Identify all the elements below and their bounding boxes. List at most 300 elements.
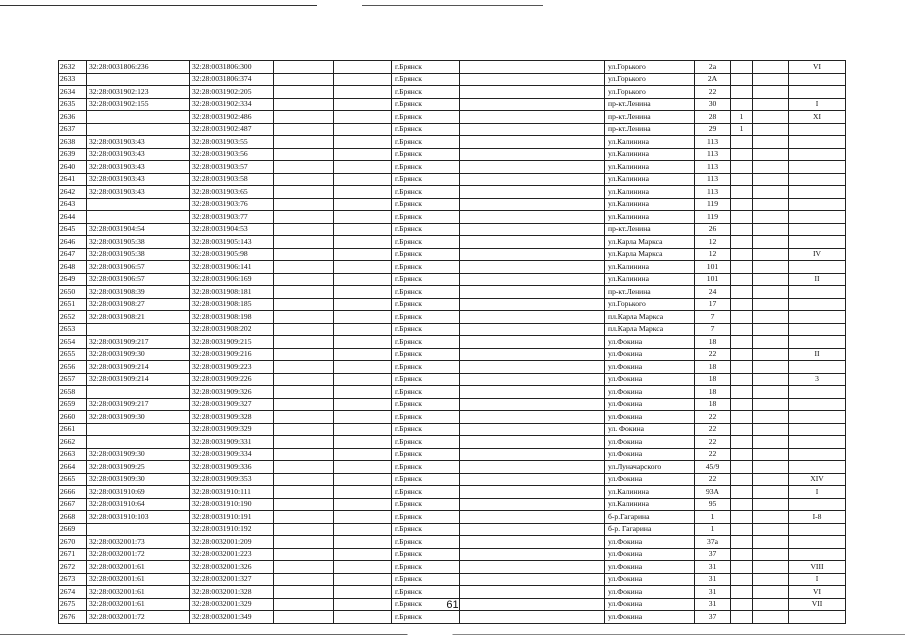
cell-empty bbox=[460, 136, 605, 149]
cell-empty bbox=[460, 273, 605, 286]
cell-empty bbox=[753, 298, 789, 311]
cell-roman bbox=[789, 523, 846, 536]
cell-roman: I-8 bbox=[789, 511, 846, 524]
cell-cad2: 32:28:0031902:334 bbox=[190, 98, 274, 111]
cell-empty bbox=[753, 148, 789, 161]
cell-num: 2643 bbox=[59, 198, 87, 211]
cell-house: 7 bbox=[695, 323, 731, 336]
cell-cad2: 32:28:0031909:326 bbox=[190, 386, 274, 399]
cell-roman bbox=[789, 148, 846, 161]
cell-empty bbox=[753, 98, 789, 111]
cell-flat bbox=[731, 186, 753, 199]
cell-empty bbox=[460, 498, 605, 511]
cell-empty bbox=[753, 373, 789, 386]
cell-roman: XI bbox=[789, 111, 846, 124]
table-row bbox=[59, 336, 846, 349]
cell-empty bbox=[274, 336, 334, 349]
cell-num: 2665 bbox=[59, 473, 87, 486]
cell-empty bbox=[753, 198, 789, 211]
cell-roman bbox=[789, 323, 846, 336]
cell-empty bbox=[460, 261, 605, 274]
cell-roman bbox=[789, 223, 846, 236]
cell-street: ул.Фокина bbox=[605, 336, 695, 349]
cell-empty bbox=[334, 123, 392, 136]
cell-flat bbox=[731, 361, 753, 374]
cell-city: г.Брянск bbox=[392, 498, 460, 511]
cell-house: 22 bbox=[695, 473, 731, 486]
cell-cad1: 32:28:0031910:64 bbox=[87, 498, 190, 511]
cell-cad2: 32:28:0031908:185 bbox=[190, 298, 274, 311]
cell-empty bbox=[274, 248, 334, 261]
cell-empty bbox=[460, 386, 605, 399]
cell-cad2: 32:28:0031903:77 bbox=[190, 211, 274, 224]
cell-roman bbox=[789, 423, 846, 436]
cell-empty bbox=[460, 323, 605, 336]
cell-house: 31 bbox=[695, 573, 731, 586]
cell-flat bbox=[731, 261, 753, 274]
cell-empty bbox=[460, 486, 605, 499]
cell-empty bbox=[753, 86, 789, 99]
cell-cad1 bbox=[87, 323, 190, 336]
table-row bbox=[59, 186, 846, 199]
cell-street: ул.Фокина bbox=[605, 548, 695, 561]
cell-house: 113 bbox=[695, 136, 731, 149]
cell-empty bbox=[274, 223, 334, 236]
cell-house: 18 bbox=[695, 386, 731, 399]
cell-empty bbox=[274, 373, 334, 386]
cell-flat bbox=[731, 548, 753, 561]
cell-empty bbox=[274, 186, 334, 199]
cell-cad1 bbox=[87, 423, 190, 436]
cell-house: 12 bbox=[695, 248, 731, 261]
cell-house: 45/9 bbox=[695, 461, 731, 474]
cell-cad1: 32:28:0032001:61 bbox=[87, 586, 190, 599]
cell-street: ул.Фокина bbox=[605, 348, 695, 361]
cell-empty bbox=[274, 423, 334, 436]
cell-cad2: 32:28:0031909:223 bbox=[190, 361, 274, 374]
cell-empty bbox=[334, 423, 392, 436]
cell-street: ул.Фокина bbox=[605, 361, 695, 374]
cell-cad1: 32:28:0031909:214 bbox=[87, 361, 190, 374]
cell-num: 2676 bbox=[59, 611, 87, 624]
cell-num: 2637 bbox=[59, 123, 87, 136]
cell-cad2: 32:28:0031903:76 bbox=[190, 198, 274, 211]
cell-num: 2640 bbox=[59, 161, 87, 174]
cell-empty bbox=[274, 448, 334, 461]
cell-house: 26 bbox=[695, 223, 731, 236]
cell-city: г.Брянск bbox=[392, 386, 460, 399]
cell-street: ул.Фокина bbox=[605, 561, 695, 574]
cell-house: 22 bbox=[695, 411, 731, 424]
table-row bbox=[59, 348, 846, 361]
cell-street: ул.Горького bbox=[605, 61, 695, 74]
cell-cad2: 32:28:0032001:223 bbox=[190, 548, 274, 561]
cell-num: 2659 bbox=[59, 398, 87, 411]
cell-city: г.Брянск bbox=[392, 148, 460, 161]
cell-cad1: 32:28:0032001:73 bbox=[87, 536, 190, 549]
cell-empty bbox=[753, 398, 789, 411]
cell-empty bbox=[274, 473, 334, 486]
cell-empty bbox=[334, 348, 392, 361]
cell-num: 2658 bbox=[59, 386, 87, 399]
cell-empty bbox=[334, 411, 392, 424]
cell-cad2: 32:28:0031909:336 bbox=[190, 461, 274, 474]
cell-roman bbox=[789, 386, 846, 399]
cell-empty bbox=[460, 248, 605, 261]
cell-roman bbox=[789, 361, 846, 374]
table-row bbox=[59, 423, 846, 436]
table-row bbox=[59, 411, 846, 424]
page-number: 61 bbox=[446, 599, 459, 611]
cell-street: ул.Карла Маркса bbox=[605, 248, 695, 261]
cell-roman bbox=[789, 186, 846, 199]
cell-flat bbox=[731, 461, 753, 474]
table-row bbox=[59, 511, 846, 524]
cell-empty bbox=[460, 536, 605, 549]
table-row bbox=[59, 486, 846, 499]
cell-city: г.Брянск bbox=[392, 248, 460, 261]
table-row bbox=[59, 86, 846, 99]
cell-empty bbox=[274, 498, 334, 511]
cell-empty bbox=[274, 311, 334, 324]
cell-house: 31 bbox=[695, 561, 731, 574]
cell-cad1: 32:28:0031806:236 bbox=[87, 61, 190, 74]
cell-street: ул.Фокина bbox=[605, 386, 695, 399]
cell-city: г.Брянск bbox=[392, 273, 460, 286]
cell-roman bbox=[789, 298, 846, 311]
cell-cad1: 32:28:0031905:38 bbox=[87, 236, 190, 249]
cell-roman: I bbox=[789, 573, 846, 586]
cell-city: г.Брянск bbox=[392, 573, 460, 586]
cell-flat bbox=[731, 473, 753, 486]
cell-empty bbox=[274, 273, 334, 286]
cell-empty bbox=[753, 323, 789, 336]
cell-empty bbox=[753, 223, 789, 236]
table-row bbox=[59, 173, 846, 186]
cell-house: 22 bbox=[695, 423, 731, 436]
cell-house: 18 bbox=[695, 361, 731, 374]
cell-flat bbox=[731, 586, 753, 599]
cell-cad2: 32:28:0031806:300 bbox=[190, 61, 274, 74]
cell-cad1 bbox=[87, 436, 190, 449]
cell-empty bbox=[274, 286, 334, 299]
cell-empty bbox=[334, 261, 392, 274]
cell-cad2: 32:28:0032001:326 bbox=[190, 561, 274, 574]
cell-house: 22 bbox=[695, 348, 731, 361]
cell-cad2: 32:28:0031909:216 bbox=[190, 348, 274, 361]
cell-flat bbox=[731, 73, 753, 86]
cell-empty bbox=[460, 361, 605, 374]
cell-empty bbox=[274, 261, 334, 274]
cell-flat bbox=[731, 398, 753, 411]
cell-empty bbox=[753, 236, 789, 249]
cell-roman bbox=[789, 548, 846, 561]
cell-empty bbox=[753, 386, 789, 399]
cell-empty bbox=[460, 86, 605, 99]
cell-city: г.Брянск bbox=[392, 298, 460, 311]
cell-empty bbox=[274, 523, 334, 536]
cell-empty bbox=[753, 173, 789, 186]
cell-empty bbox=[460, 111, 605, 124]
cell-empty bbox=[460, 173, 605, 186]
cell-flat: 1 bbox=[731, 111, 753, 124]
table-row bbox=[59, 236, 846, 249]
cell-num: 2655 bbox=[59, 348, 87, 361]
cell-city: г.Брянск bbox=[392, 486, 460, 499]
cell-empty bbox=[274, 123, 334, 136]
cell-empty bbox=[753, 348, 789, 361]
cell-empty bbox=[274, 611, 334, 624]
cell-empty bbox=[753, 548, 789, 561]
cell-empty bbox=[274, 436, 334, 449]
cell-empty bbox=[460, 436, 605, 449]
cell-house: 1 bbox=[695, 523, 731, 536]
cell-city: г.Брянск bbox=[392, 186, 460, 199]
cell-cad1: 32:28:0031909:30 bbox=[87, 411, 190, 424]
cell-cad1: 32:28:0031909:217 bbox=[87, 398, 190, 411]
cell-num: 2649 bbox=[59, 273, 87, 286]
cell-house: 18 bbox=[695, 373, 731, 386]
cell-house: 22 bbox=[695, 436, 731, 449]
cell-street: пл.Карла Маркса bbox=[605, 311, 695, 324]
cell-street: ул.Фокина bbox=[605, 398, 695, 411]
cell-roman bbox=[789, 611, 846, 624]
cell-street: ул.Горького bbox=[605, 73, 695, 86]
cell-empty bbox=[334, 161, 392, 174]
cell-empty bbox=[460, 586, 605, 599]
cell-roman bbox=[789, 498, 846, 511]
table-row bbox=[59, 473, 846, 486]
cell-num: 2671 bbox=[59, 548, 87, 561]
cell-roman: VI bbox=[789, 61, 846, 74]
cell-empty bbox=[460, 161, 605, 174]
cell-empty bbox=[274, 98, 334, 111]
cell-roman bbox=[789, 436, 846, 449]
cell-city: г.Брянск bbox=[392, 73, 460, 86]
cell-num: 2648 bbox=[59, 261, 87, 274]
cell-cad2: 32:28:0031905:98 bbox=[190, 248, 274, 261]
cell-flat bbox=[731, 98, 753, 111]
table-row bbox=[59, 498, 846, 511]
cell-empty bbox=[460, 98, 605, 111]
cell-empty bbox=[274, 548, 334, 561]
cell-city: г.Брянск bbox=[392, 586, 460, 599]
cell-roman: XIV bbox=[789, 473, 846, 486]
table-row bbox=[59, 148, 846, 161]
table-row bbox=[59, 61, 846, 74]
cell-num: 2673 bbox=[59, 573, 87, 586]
cell-roman bbox=[789, 198, 846, 211]
cell-empty bbox=[460, 398, 605, 411]
cell-empty bbox=[460, 186, 605, 199]
cell-cad1: 32:28:0031906:57 bbox=[87, 273, 190, 286]
cell-empty bbox=[753, 161, 789, 174]
cell-empty bbox=[274, 86, 334, 99]
cell-flat bbox=[731, 323, 753, 336]
cell-empty bbox=[274, 586, 334, 599]
cell-city: г.Брянск bbox=[392, 173, 460, 186]
cell-empty bbox=[753, 273, 789, 286]
cell-empty bbox=[334, 386, 392, 399]
cell-city: г.Брянск bbox=[392, 436, 460, 449]
cell-cad1: 32:28:0031909:30 bbox=[87, 448, 190, 461]
cell-roman bbox=[789, 161, 846, 174]
cell-cad2: 32:28:0031909:215 bbox=[190, 336, 274, 349]
cell-cad1: 32:28:0031909:25 bbox=[87, 461, 190, 474]
cell-empty bbox=[460, 573, 605, 586]
cell-empty bbox=[753, 136, 789, 149]
cell-city: г.Брянск bbox=[392, 161, 460, 174]
registry-body bbox=[59, 61, 846, 624]
cell-empty bbox=[753, 436, 789, 449]
cell-empty bbox=[274, 61, 334, 74]
cell-street: ул.Горького bbox=[605, 86, 695, 99]
cell-cad1: 32:28:0032001:61 bbox=[87, 573, 190, 586]
cell-roman bbox=[789, 123, 846, 136]
cell-empty bbox=[334, 211, 392, 224]
cell-empty bbox=[274, 398, 334, 411]
cell-cad1: 32:28:0031904:54 bbox=[87, 223, 190, 236]
cell-empty bbox=[334, 198, 392, 211]
cell-num: 2667 bbox=[59, 498, 87, 511]
cell-empty bbox=[274, 348, 334, 361]
cell-flat bbox=[731, 148, 753, 161]
cell-house: 29 bbox=[695, 123, 731, 136]
cell-flat bbox=[731, 223, 753, 236]
cell-empty bbox=[334, 148, 392, 161]
cell-empty bbox=[274, 561, 334, 574]
cell-empty bbox=[274, 173, 334, 186]
cell-num: 2668 bbox=[59, 511, 87, 524]
cell-street: ул.Калинина bbox=[605, 198, 695, 211]
cell-flat bbox=[731, 573, 753, 586]
cell-num: 2647 bbox=[59, 248, 87, 261]
cell-cad2: 32:28:0031906:141 bbox=[190, 261, 274, 274]
cell-flat bbox=[731, 611, 753, 624]
cell-city: г.Брянск bbox=[392, 548, 460, 561]
cell-num: 2638 bbox=[59, 136, 87, 149]
cell-house: 119 bbox=[695, 211, 731, 224]
cell-flat bbox=[731, 86, 753, 99]
cell-roman bbox=[789, 236, 846, 249]
cell-house: 17 bbox=[695, 298, 731, 311]
cell-flat bbox=[731, 236, 753, 249]
cell-house: 1 bbox=[695, 511, 731, 524]
cell-cad2: 32:28:0031902:205 bbox=[190, 86, 274, 99]
cell-house: 37 bbox=[695, 611, 731, 624]
cell-house: 28 bbox=[695, 111, 731, 124]
cell-cad2: 32:28:0031908:202 bbox=[190, 323, 274, 336]
cell-street: ул.Калинина bbox=[605, 211, 695, 224]
cell-empty bbox=[334, 111, 392, 124]
cell-city: г.Брянск bbox=[392, 61, 460, 74]
cell-empty bbox=[274, 486, 334, 499]
cell-empty bbox=[334, 298, 392, 311]
cell-street: ул.Фокина bbox=[605, 598, 695, 611]
cell-roman bbox=[789, 86, 846, 99]
cell-empty bbox=[753, 611, 789, 624]
cell-street: пр-кт.Ленина bbox=[605, 286, 695, 299]
cell-empty bbox=[334, 586, 392, 599]
cell-num: 2651 bbox=[59, 298, 87, 311]
cell-empty bbox=[334, 561, 392, 574]
cell-cad1 bbox=[87, 198, 190, 211]
cell-cad2: 32:28:0031903:57 bbox=[190, 161, 274, 174]
cell-num: 2654 bbox=[59, 336, 87, 349]
cell-cad1 bbox=[87, 111, 190, 124]
cell-empty bbox=[334, 611, 392, 624]
cell-empty bbox=[753, 123, 789, 136]
cell-empty bbox=[753, 523, 789, 536]
cell-house: 7 bbox=[695, 311, 731, 324]
cell-empty bbox=[460, 223, 605, 236]
cell-empty bbox=[753, 461, 789, 474]
cell-empty bbox=[274, 386, 334, 399]
cell-roman bbox=[789, 536, 846, 549]
table-row bbox=[59, 536, 846, 549]
cell-city: г.Брянск bbox=[392, 336, 460, 349]
cell-num: 2645 bbox=[59, 223, 87, 236]
cell-street: пл.Карла Маркса bbox=[605, 323, 695, 336]
cell-empty bbox=[334, 236, 392, 249]
cell-cad2: 32:28:0031909:334 bbox=[190, 448, 274, 461]
cell-cad2: 32:28:0031904:53 bbox=[190, 223, 274, 236]
cell-empty bbox=[334, 86, 392, 99]
cell-roman bbox=[789, 136, 846, 149]
cell-cad1: 32:28:0031909:30 bbox=[87, 348, 190, 361]
cell-empty bbox=[753, 486, 789, 499]
cell-empty bbox=[460, 336, 605, 349]
cell-cad2: 32:28:0032001:327 bbox=[190, 573, 274, 586]
cell-flat bbox=[731, 386, 753, 399]
cell-street: ул.Калинина bbox=[605, 173, 695, 186]
cell-house: 30 bbox=[695, 98, 731, 111]
cell-cad2: 32:28:0031908:198 bbox=[190, 311, 274, 324]
cell-flat bbox=[731, 498, 753, 511]
cell-empty bbox=[753, 498, 789, 511]
cell-house: 24 bbox=[695, 286, 731, 299]
cell-empty bbox=[334, 448, 392, 461]
cell-flat bbox=[731, 523, 753, 536]
cell-empty bbox=[753, 73, 789, 86]
cell-empty bbox=[460, 473, 605, 486]
cell-empty bbox=[753, 286, 789, 299]
cell-empty bbox=[753, 536, 789, 549]
cell-cad1: 32:28:0031903:43 bbox=[87, 186, 190, 199]
cell-city: г.Брянск bbox=[392, 473, 460, 486]
cell-cad2: 32:28:0031909:328 bbox=[190, 411, 274, 424]
cell-empty bbox=[274, 73, 334, 86]
cell-city: г.Брянск bbox=[392, 198, 460, 211]
cell-house: 31 bbox=[695, 586, 731, 599]
cell-cad2: 32:28:0031910:111 bbox=[190, 486, 274, 499]
cell-num: 2661 bbox=[59, 423, 87, 436]
cell-cad1: 32:28:0031902:155 bbox=[87, 98, 190, 111]
cell-street: ул.Калинина bbox=[605, 186, 695, 199]
cell-num: 2664 bbox=[59, 461, 87, 474]
cell-city: г.Брянск bbox=[392, 523, 460, 536]
cell-empty bbox=[334, 173, 392, 186]
cell-house: 95 bbox=[695, 498, 731, 511]
cell-cad2: 32:28:0031909:327 bbox=[190, 398, 274, 411]
cell-house: 113 bbox=[695, 161, 731, 174]
table-row bbox=[59, 323, 846, 336]
cell-empty bbox=[460, 286, 605, 299]
cell-street: ул.Калинина bbox=[605, 261, 695, 274]
cell-empty bbox=[334, 286, 392, 299]
cell-cad1: 32:28:0031903:43 bbox=[87, 173, 190, 186]
cell-city: г.Брянск bbox=[392, 323, 460, 336]
